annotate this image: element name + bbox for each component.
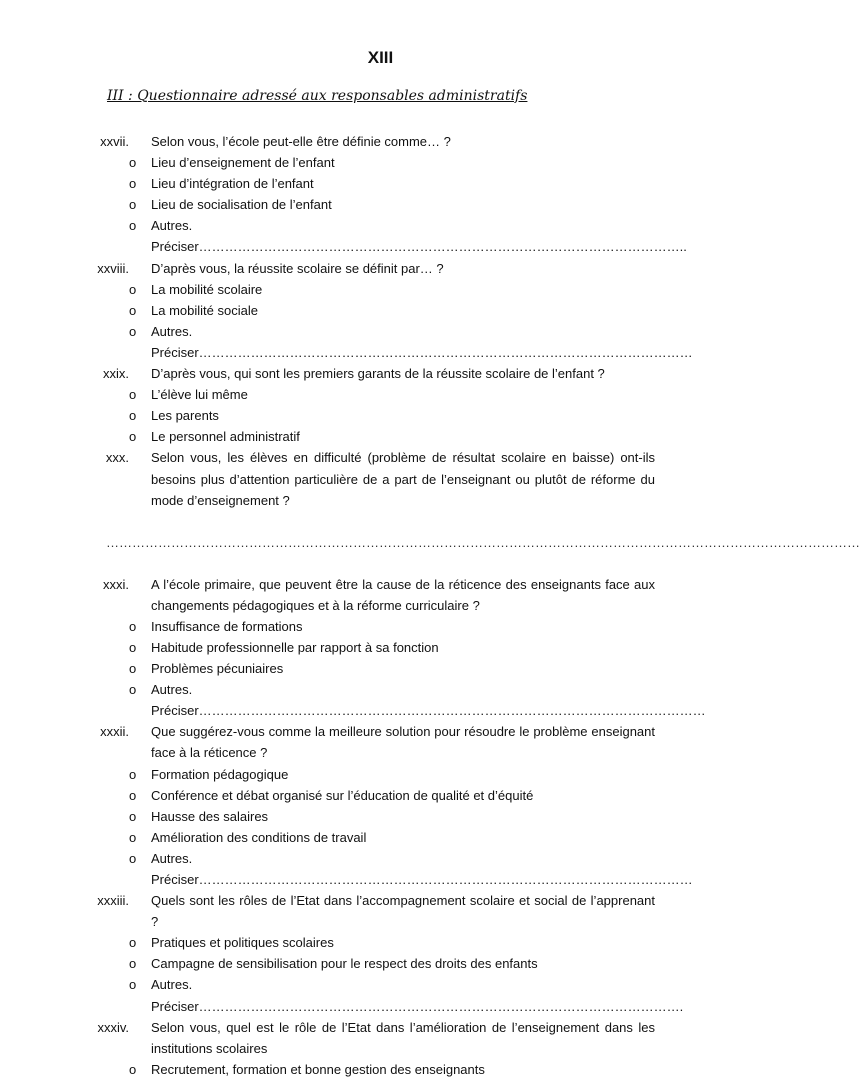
option-item <box>129 658 655 679</box>
circle-bullet-icon: o <box>129 302 137 318</box>
option-item <box>129 426 655 447</box>
question-text: Selon vous, les élèves en difficulté (problème de résultat scolaire en baisse) ont-ils besoins plus d’attention particulière de a part de l’enseignant ou plutôt de réforme du mode d’enseignement ? <box>151 450 655 508</box>
question-item <box>97 1017 655 1059</box>
option-text: Insuffisance de formations <box>151 618 303 634</box>
option-text: Autres. Préciser………………………………………………………………………………………………….. <box>151 218 687 255</box>
circle-bullet-icon: o <box>129 1061 137 1077</box>
option-item <box>129 321 693 363</box>
question-item <box>100 721 655 763</box>
question-item <box>100 131 655 152</box>
option-text: Autres. Préciser…………………………………………………………………………………………………… <box>151 850 693 887</box>
option-item <box>129 637 655 658</box>
spacer <box>0 511 745 532</box>
option-item <box>129 848 693 890</box>
option-text: Campagne de sensibilisation pour le respect des droits des enfants <box>151 956 538 972</box>
question-number: xxix. <box>103 366 129 382</box>
option-item <box>129 827 655 848</box>
option-item <box>129 384 655 405</box>
option-item <box>129 932 655 953</box>
option-text: Le personnel administratif <box>151 429 300 445</box>
question-number: xxx. <box>105 450 129 466</box>
option-item <box>129 194 655 215</box>
circle-bullet-icon: o <box>129 956 137 972</box>
option-text: Lieu d’enseignement de l’enfant <box>151 155 335 171</box>
questionnaire <box>0 131 860 1080</box>
option-item <box>129 405 655 426</box>
option-text: Formation pédagogique <box>151 766 289 782</box>
option-item <box>129 764 655 785</box>
option-item <box>129 806 655 827</box>
question-item <box>105 447 655 510</box>
circle-bullet-icon: o <box>129 935 137 951</box>
question-text: Selon vous, quel est le rôle de l’Etat dans l’amélioration de l’enseignement dans les institutions scolaires <box>151 1019 655 1056</box>
circle-bullet-icon: o <box>129 808 137 824</box>
option-text: Habitude professionnelle par rapport à sa fonction <box>151 639 439 655</box>
question-item <box>103 363 655 384</box>
circle-bullet-icon: o <box>129 176 137 192</box>
option-item <box>129 953 655 974</box>
option-item <box>129 279 655 300</box>
option-text: Hausse des salaires <box>151 808 269 824</box>
question-text: A l’école primaire, que peuvent être la cause de la réticence des enseignants face aux changements pédagogiques et à la réforme curriculaire ? <box>151 576 655 613</box>
option-text: La mobilité scolaire <box>151 281 263 297</box>
option-item <box>129 152 655 173</box>
circle-bullet-icon: o <box>129 766 137 782</box>
circle-bullet-icon: o <box>129 218 137 234</box>
option-text: Autres. Préciser…………………………………………………………………………………………………. <box>151 977 684 1014</box>
option-item <box>129 679 706 721</box>
circle-bullet-icon: o <box>129 977 137 993</box>
question-item <box>97 890 655 932</box>
question-number: xxxiii. <box>97 893 129 909</box>
circle-bullet-icon: o <box>129 408 137 424</box>
option-text: Conférence et débat organisé sur l’éducation de qualité et d’équité <box>151 787 534 803</box>
circle-bullet-icon: o <box>129 682 137 698</box>
question-number: xxxiv. <box>97 1019 129 1035</box>
option-item <box>129 785 655 806</box>
option-item <box>129 974 684 1016</box>
question-number: xxviii. <box>97 260 129 276</box>
circle-bullet-icon: o <box>129 387 137 403</box>
circle-bullet-icon: o <box>129 787 137 803</box>
question-text: D’après vous, qui sont les premiers garants de la réussite scolaire de l’enfant ? <box>151 366 605 382</box>
option-item <box>129 300 655 321</box>
circle-bullet-icon: o <box>129 850 137 866</box>
question-item <box>103 574 655 616</box>
question-text: Que suggérez-vous comme la meilleure solution pour résoudre le problème enseignant face à la réticence ? <box>151 724 655 761</box>
page-number: XIII <box>367 48 394 67</box>
option-text: L’élève lui même <box>151 387 248 403</box>
section-title: III : Questionnaire adressé aux responsables administratifs <box>107 88 528 104</box>
option-text: Les parents <box>151 408 219 424</box>
option-item <box>129 173 655 194</box>
question-number: xxxi. <box>103 576 129 592</box>
question-item <box>97 258 655 279</box>
option-text: Pratiques et politiques scolaires <box>151 935 334 951</box>
circle-bullet-icon: o <box>129 661 137 677</box>
option-text: La mobilité sociale <box>151 302 258 318</box>
circle-bullet-icon: o <box>129 429 137 445</box>
circle-bullet-icon: o <box>129 197 137 213</box>
circle-bullet-icon: o <box>129 155 137 171</box>
question-text: Quels sont les rôles de l’Etat dans l’accompagnement scolaire et social de l’apprenant ? <box>151 893 655 930</box>
option-item <box>129 616 655 637</box>
option-text: Autres. Préciser……………………………………………………………………………………………………… <box>151 682 706 719</box>
question-number: xxvii. <box>100 134 129 149</box>
option-text: Autres. Préciser…………………………………………………………………………………………………… <box>151 323 693 360</box>
circle-bullet-icon: o <box>129 281 137 297</box>
circle-bullet-icon: o <box>129 618 137 634</box>
option-text: Lieu de socialisation de l’enfant <box>151 197 332 213</box>
circle-bullet-icon: o <box>129 323 137 339</box>
option-text: Problèmes pécuniaires <box>151 661 284 677</box>
option-text: Lieu d’intégration de l’enfant <box>151 176 314 192</box>
circle-bullet-icon: o <box>129 639 137 655</box>
option-item <box>129 215 687 257</box>
question-number: xxxii. <box>100 724 129 740</box>
option-item <box>129 1059 655 1080</box>
spacer <box>0 553 745 574</box>
option-text: Amélioration des conditions de travail <box>151 829 367 845</box>
option-text: Recrutement, formation et bonne gestion des enseignants <box>151 1061 485 1077</box>
circle-bullet-icon: o <box>129 829 137 845</box>
answer-line: ………………………………………………………………………………………………………………………………………………………… <box>106 534 860 550</box>
question-text: D’après vous, la réussite scolaire se définit par… ? <box>151 260 444 276</box>
question-text: Selon vous, l’école peut-elle être définie comme… ? <box>151 134 451 149</box>
